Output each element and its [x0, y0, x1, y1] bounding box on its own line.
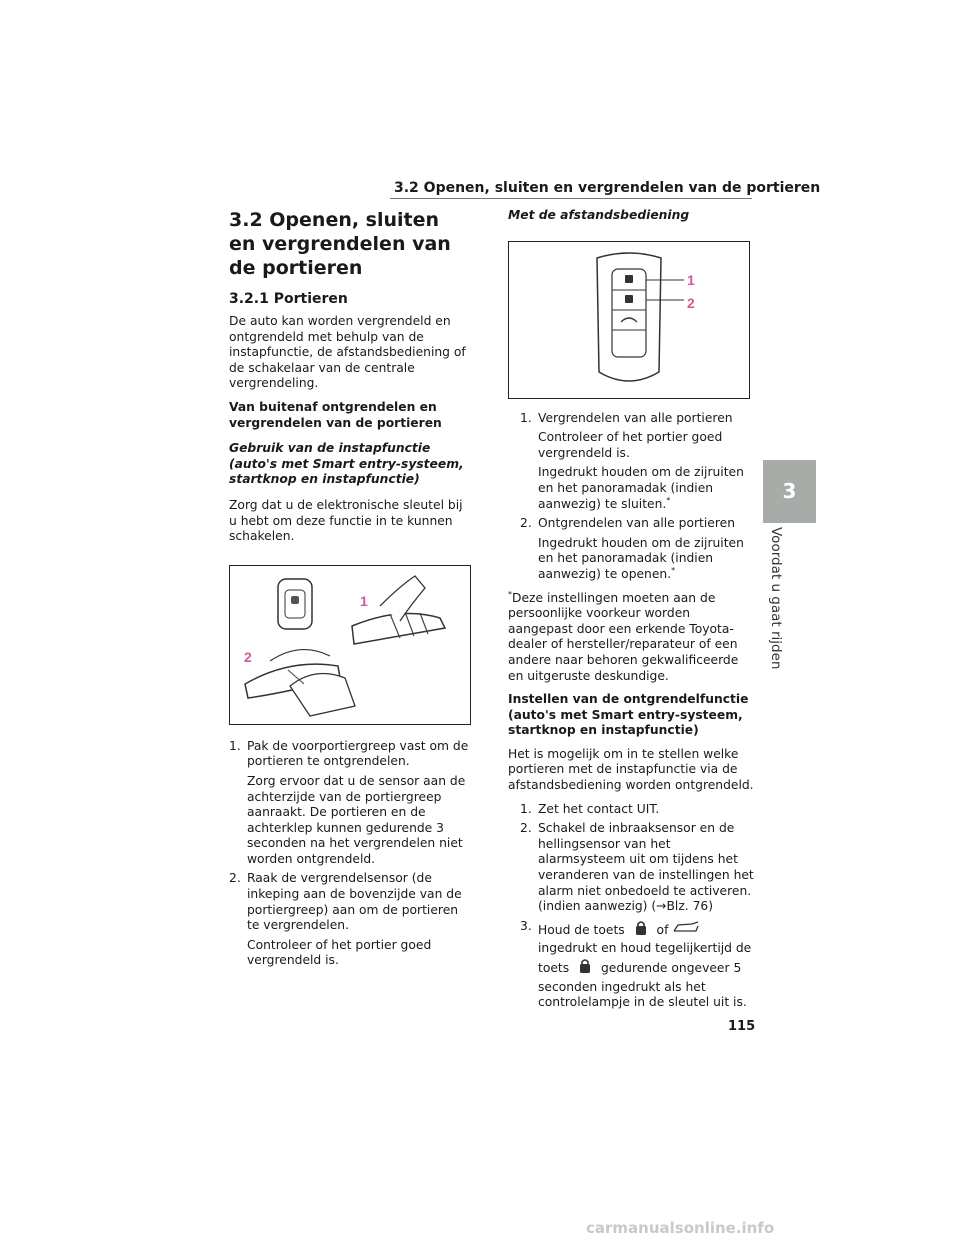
list-item: 2. Ontgrendelen van alle portieren — [520, 516, 735, 531]
list-item: 1. Pak de voorportiergreep vast om de portieren te ontgrendelen. — [229, 738, 469, 769]
section-title: 3.2 Openen, sluiten en vergrendelen van de portieren — [229, 209, 451, 279]
chapter-title-vertical: Voordat u gaat rijden — [768, 527, 784, 670]
figure-label-2: 2 — [244, 648, 252, 665]
subsection-title: 3.2.1 Portieren — [229, 291, 348, 307]
intro-paragraph: De auto kan worden vergrendeld en ontgrendeld met behulp van de instapfunctie, de afstandsbediening of de schakelaar van de centrale vergrendeling. — [229, 314, 466, 391]
page-number: 115 — [728, 1019, 756, 1034]
right-column — [508, 208, 756, 1015]
list-item-note: Controleer of het portier goed vergrendeld is. — [538, 430, 723, 460]
remote-key-illustration — [509, 242, 749, 398]
door-handle-illustration — [230, 566, 470, 724]
subheading-unlock-setting: Instellen van de ontgrendelfunctie (auto's met Smart entry-systeem, startknop en instapfunctie) — [508, 692, 749, 738]
list-item-note: Controleer of het portier goed vergrendeld is. — [247, 937, 432, 968]
header-rule — [390, 198, 752, 199]
list-item: 2. Schakel de inbraaksensor en de hellingsensor van het alarmsysteem uit om tijdens het veranderen van de instellingen het alarm niet onbedoeld te activeren. (indien aanwezig) (→Blz. 76) — [520, 821, 754, 914]
list-item: 1. Vergrendelen van alle portieren — [520, 410, 733, 425]
list-item-note: Ingedrukt houden om de zijruiten en het panoramadak (indien aanwezig) te sluiten.* — [538, 465, 744, 511]
footnote: *Deze instellingen moeten aan de persoonlijke voorkeur worden aangepast door een erkende Toyota-dealer of hersteller/reparateur of een andere naar behoren gekwalificeerde en uitgeruste deskundige. — [508, 589, 739, 683]
running-header: 3.2 Openen, sluiten en vergrendelen van de portieren — [394, 180, 821, 196]
lock-icon — [629, 919, 653, 942]
subheading-outside: Van buitenaf ontgrendelen en vergrendelen van de portieren — [229, 399, 442, 430]
tailgate-icon — [672, 920, 700, 941]
figure-remote-key — [508, 241, 750, 399]
chapter-tab: 3 — [763, 460, 816, 523]
figure-door-handle — [229, 565, 471, 725]
watermark: carmanualsonline.info — [586, 1219, 775, 1237]
subheading-smart-entry: Gebruik van de instapfunctie (auto's met Smart entry-systeem, startknop en instapfunctie) — [229, 441, 464, 487]
list-item-note: Zorg ervoor dat u de sensor aan de achterzijde van de portiergreep aanraakt. De portieren en de achterklep kunnen gedurende 3 seconden na het vergrendelen niet worden ontgrendeld. — [247, 773, 466, 866]
list-item: 2. Raak de vergrendelsensor (de inkeping aan de bovenzijde van de portiergreep) aan om de portieren te vergrendelen. — [229, 871, 462, 933]
figure-label-1: 1 — [687, 271, 695, 288]
unlock-setting-paragraph: Het is mogelijk om in te stellen welke portieren met de instapfunctie via de afstandsbediening worden ontgrendeld. — [508, 746, 754, 793]
list-item: 1. Zet het contact UIT. — [520, 801, 660, 816]
list-item-note: Ingedrukt houden om de zijruiten en het panoramadak (indien aanwezig) te openen.* — [538, 535, 744, 581]
subheading-remote: Met de afstandsbediening — [508, 208, 690, 222]
smart-entry-paragraph: Zorg dat u de elektronische sleutel bij u hebt om deze functie in te kunnen schakelen. — [229, 497, 463, 544]
figure-label-2: 2 — [687, 294, 695, 311]
list-item: 3. Houd de toets of ingedrukt en houd tegelijkertijd de toets gedurende ongeveer 5 seconden ingedrukt als het controlelampje in de sleutel uit is. — [520, 918, 752, 1010]
figure-label-1: 1 — [360, 592, 368, 609]
left-column — [229, 208, 471, 973]
lock-icon — [573, 957, 597, 980]
